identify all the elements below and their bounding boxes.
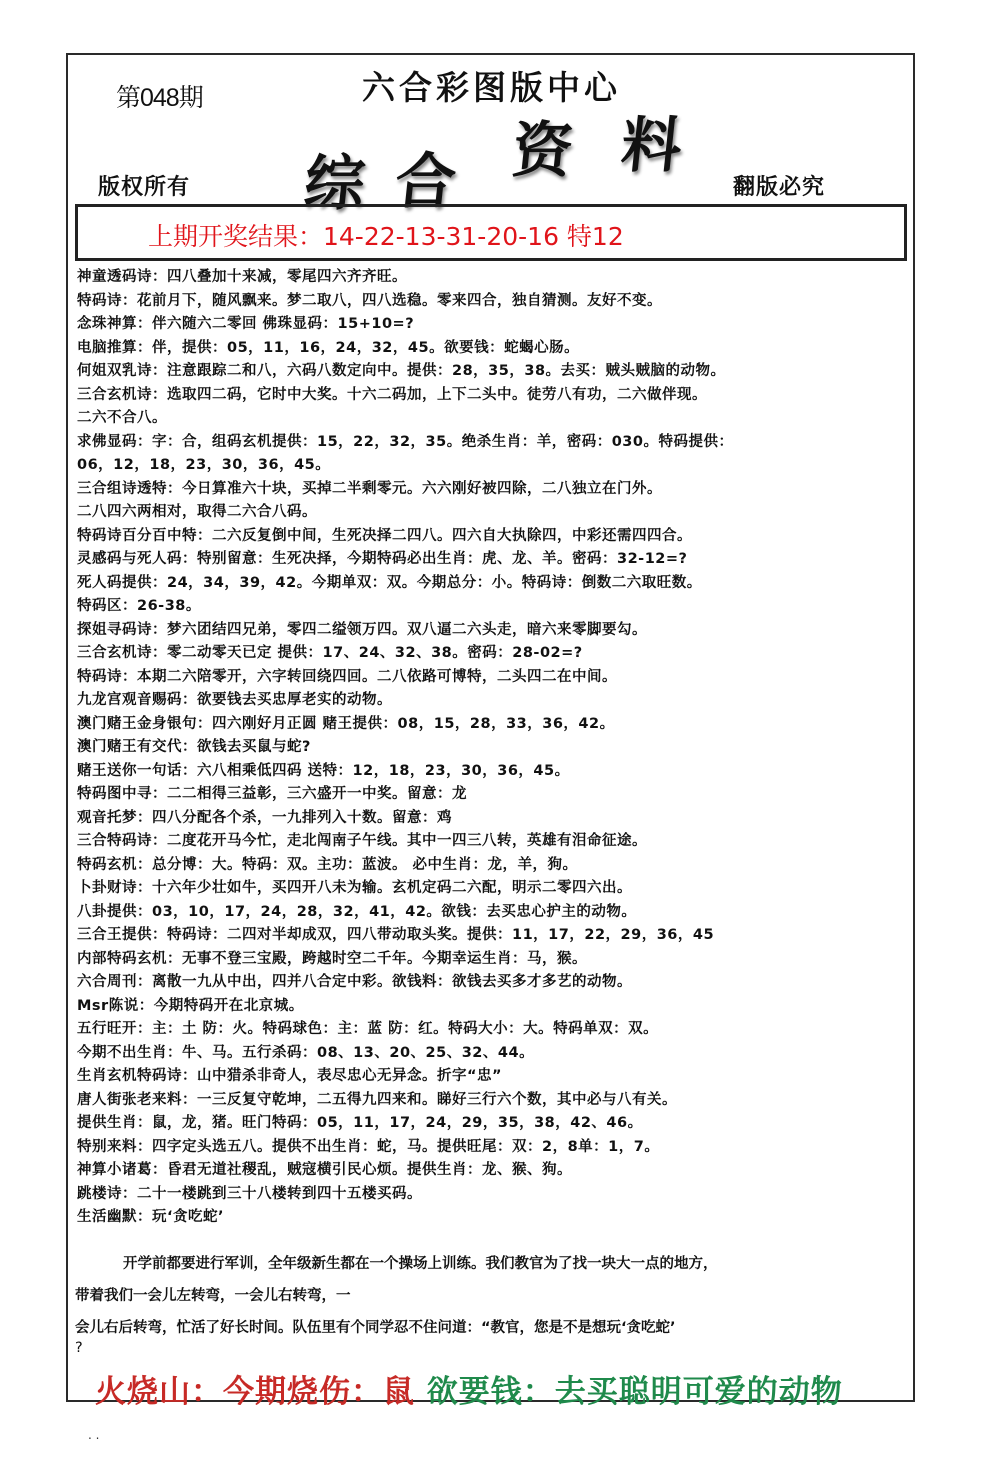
issue-number: 第048期 bbox=[116, 84, 203, 112]
last-draw-result-box bbox=[75, 204, 907, 261]
piracy-warning: 翻版必究 bbox=[733, 174, 826, 200]
banner-green-text: 欲要钱：去买聪明可爱的动物 bbox=[426, 1374, 843, 1410]
list-item: 卜卦财诗：十六年少壮如牛，买四开八未为输。玄机定码二六配，明示二零四六出。 bbox=[77, 880, 632, 896]
list-item: 二八四六两相对，取得二六合八码。 bbox=[77, 504, 317, 520]
list-item: 神算小诸葛：昏君无道社稷乱，贼寇横引民心烦。提供生肖：龙、猴、狗。 bbox=[77, 1162, 572, 1178]
list-item: Msr陈说：今期特码开在北京城。 bbox=[77, 997, 304, 1014]
main-title-char: 料 bbox=[617, 111, 686, 181]
list-item: 跳楼诗：二十一楼跳到三十八楼转到四十五楼买码。 bbox=[77, 1185, 422, 1202]
list-item: 何姐双乳诗：注意跟踪二和八，六码八数定向中。提供：28，35，38。去买：贼头贼脑的动物。 bbox=[77, 363, 726, 379]
list-item: 九龙宫观音赐码：欲要钱去买忠厚老实的动物。 bbox=[77, 692, 392, 708]
list-item: 生肖玄机特码诗：山中猎杀非奇人，表尽忠心无异念。折字“忠” bbox=[77, 1068, 503, 1084]
list-item: 三合特码诗：二度花开马今忙，走北闯南子午线。其中一四三八转，英雄有泪命征途。 bbox=[77, 833, 647, 849]
joke-paragraph: 开学前都要进行军训，全年级新生都在一个操场上训练。我们教官为了找一块大一点的地方， bbox=[123, 1256, 718, 1272]
list-item: 观音托梦：四八分配各个杀，一九排列入十数。留意：鸡 bbox=[77, 809, 452, 826]
last-draw-result: 上期开奖结果：14-22-13-31-20-16 特12 bbox=[148, 222, 624, 251]
copyright-notice: 版权所有 bbox=[98, 174, 191, 200]
banner-red-text: 火烧山：今期烧伤：鼠 bbox=[95, 1374, 415, 1410]
joke-paragraph: ? bbox=[75, 1340, 83, 1356]
main-title-char: 综 bbox=[300, 149, 369, 219]
joke-paragraph: 会儿右后转弯，忙活了好长时间。队伍里有个同学忍不住问道：“教官，您是不是想玩‘贪吃蛇’ bbox=[75, 1320, 676, 1336]
list-item: 死人码提供：24，34，39，42。今期单双：双。今期总分：小。特码诗：倒数二六取旺数。 bbox=[77, 574, 702, 591]
list-item: 生活幽默：玩‘贪吃蛇’ bbox=[77, 1209, 225, 1225]
list-item: 三合玄机诗：零二动零天已定 提供：17、24、32、38。密码：28-02=? bbox=[77, 645, 583, 661]
list-item: 三合玄机诗：选取四二码，它时中大奖。十六二码加，上下二头中。徒劳八有功，二六做伴现。 bbox=[77, 386, 707, 403]
main-title-char: 合 bbox=[391, 147, 460, 217]
list-item: 澳门赌王金身银句：四六刚好月正圆 赌王提供：08，15，28，33，36，42。 bbox=[77, 715, 615, 732]
list-item: 06，12，18，23，30，36，45。 bbox=[77, 457, 331, 473]
main-title-char: 资 bbox=[508, 116, 577, 186]
list-item: 电脑推算：伴，提供：05，11，16，24，32，45。欲要钱：蛇蝎心肠。 bbox=[77, 339, 580, 356]
list-item: 提供生肖：鼠，龙，猪。旺门特码：05，11，17，24，29，35，38，42、46。 bbox=[77, 1115, 643, 1131]
list-item: 神童透码诗：四八叠加十来减，零尾四六齐齐旺。 bbox=[77, 269, 407, 285]
list-item: 赌王送你一句话：六八相乘低四码 送特：12，18，23，30，36，45。 bbox=[77, 762, 570, 779]
list-item: 特码玄机：总分博：大。特码：双。主功：蓝波。 必中生肖：龙，羊，狗。 bbox=[77, 856, 578, 873]
publisher-title: 六合彩图版中心 bbox=[362, 68, 621, 107]
list-item: 八卦提供：03，10，17，24，28，32，41，42。欲钱：去买忠心护主的动物。 bbox=[77, 903, 637, 920]
list-item: 特别来料：四字定头选五八。提供不出生肖：蛇，马。提供旺尾：双：2，8单：1，7。 bbox=[77, 1138, 660, 1155]
list-item: 五行旺开：主：土 防：火。特码球色：主：蓝 防：红。特码大小：大。特码单双：双。 bbox=[77, 1021, 659, 1037]
list-item: 特码诗百分百中特：二六反复倒中间，生死决择二四八。四六自大执除四，中彩还需四四合。 bbox=[77, 527, 692, 544]
list-item: 三合王提供：特码诗：二四对半却成双，四八带动取头奖。提供：11，17，22，29，36，45 bbox=[77, 927, 715, 943]
bottom-banner bbox=[95, 1366, 843, 1411]
list-item: 唐人街张老来料：一三反复守乾坤，二五得九四来和。睇好三行六个数，其中必与八有关。 bbox=[77, 1091, 677, 1108]
footer-dots: . . bbox=[88, 1428, 100, 1442]
list-item: 特码区：26-38。 bbox=[77, 598, 201, 614]
list-item: 特码诗：本期二六陪零开，六字转回绕四回。二八依路可博特，二头四二在中间。 bbox=[77, 668, 617, 685]
list-item: 灵感码与死人码：特别留意：生死决择，今期特码必出生肖：虎、龙、羊。密码：32-12=? bbox=[77, 551, 688, 567]
tips-list bbox=[77, 266, 912, 1230]
list-item: 六合周刊：离散一九从中出，四并八合定中彩。欲钱料：欲钱去买多才多艺的动物。 bbox=[77, 974, 632, 990]
list-item: 澳门赌王有交代：欲钱去买鼠与蛇? bbox=[77, 739, 311, 755]
list-item: 特码图中寻：二二相得三益彰，三六盛开一中奖。留意：龙 bbox=[77, 786, 467, 802]
list-item: 内部特码玄机：无事不登三宝殿，跨越时空二千年。今期幸运生肖：马，猴。 bbox=[77, 950, 587, 967]
list-item: 念珠神算：伴六随六二零回 佛珠显码：15+10=? bbox=[77, 316, 415, 332]
joke-paragraph: 带着我们一会儿左转弯，一会儿右转弯，一 bbox=[75, 1288, 351, 1304]
list-item: 探姐寻码诗：梦六团结四兄弟，零四二缢领万四。双八逼二六头走，暗六来零脚要勾。 bbox=[77, 621, 647, 638]
list-item: 求佛显码：字：合，组码玄机提供：15，22，32，35。绝杀生肖：羊，密码：030。特码提供： bbox=[77, 433, 734, 450]
list-item: 三合组诗透特：今日算准六十块，买掉二半剩零元。六六刚好被四除，二八独立在门外。 bbox=[77, 480, 662, 497]
list-item: 特码诗：花前月下，随风飘来。梦二取八，四八选稳。零来四合，独自猜测。友好不变。 bbox=[77, 292, 662, 309]
list-item: 今期不出生肖：牛、马。五行杀码：08、13、20、25、32、44。 bbox=[77, 1044, 535, 1061]
list-item: 二六不合八。 bbox=[77, 410, 167, 426]
